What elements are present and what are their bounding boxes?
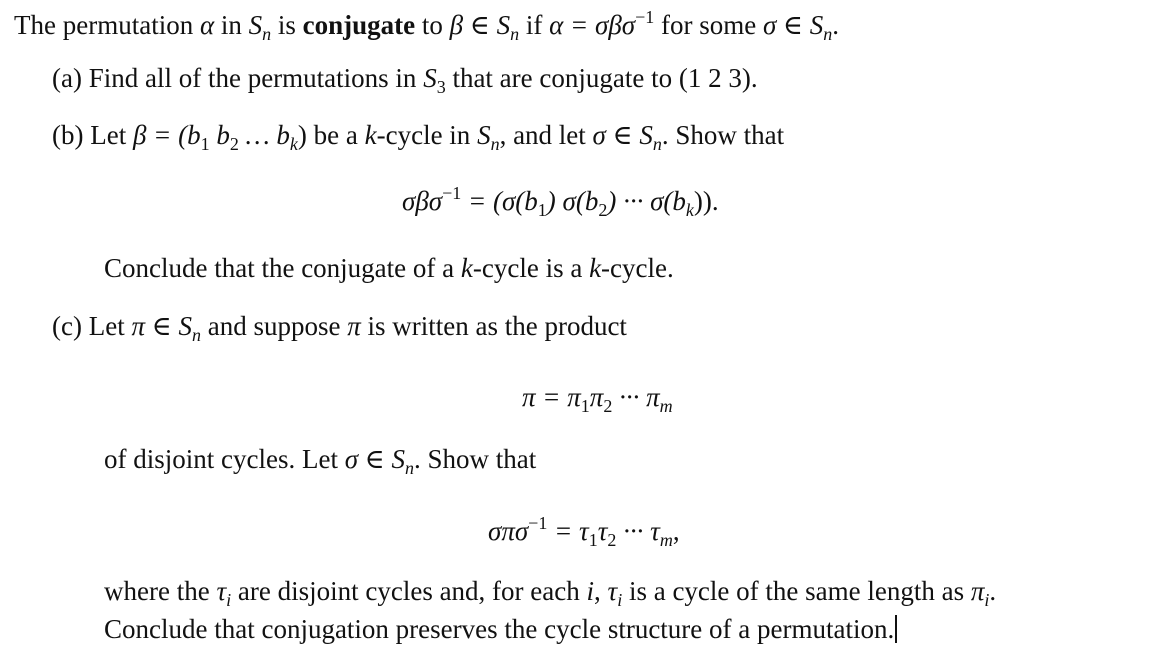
part-b-equation: [402, 184, 719, 218]
show-text: . Show that: [414, 444, 537, 474]
eq-b-end: )).: [693, 186, 719, 216]
sn-subscript-3: n: [823, 24, 833, 44]
eq-c2-dots: ··· τ: [616, 516, 660, 546]
sigma-in: σ ∈: [762, 10, 810, 40]
eq-c2-sub-2: 2: [607, 530, 617, 550]
eq-c1-lhs: π = π: [522, 382, 581, 412]
cycle-123: (1 2 3).: [678, 63, 758, 93]
intro-end: .: [832, 10, 840, 40]
sn-subscript-2: n: [510, 24, 520, 44]
sn-symbol-2: S: [496, 10, 511, 40]
pi-i-subscript: i: [984, 590, 990, 610]
sn-symbol-c2: S: [391, 444, 406, 474]
eq-c2-rhs: = τ: [547, 516, 589, 546]
part-b-text-5: . Show that: [661, 120, 785, 150]
sn-subscript: n: [262, 24, 272, 44]
part-c-text-2: and suppose: [200, 311, 348, 341]
part-a-label: (a): [52, 63, 82, 93]
conjugate-term: conjugate: [302, 10, 416, 40]
i-symbol: i: [586, 576, 595, 606]
sn-symbol: S: [248, 10, 263, 40]
eq-b-rhs-2: ) σ(b: [546, 186, 599, 216]
sn-symbol-b2: S: [639, 120, 653, 150]
eq-c2-end: ,: [672, 516, 680, 546]
b2-subscript: 2: [229, 134, 239, 154]
conclude-b-2: -cycle is a: [472, 253, 590, 283]
part-b-conclusion: [104, 251, 674, 285]
eq-c2-sup: −1: [528, 513, 548, 533]
intro-text-4: to: [415, 10, 450, 40]
part-c-disjoint: [104, 442, 536, 476]
eq-c1-sub-2: 2: [603, 396, 613, 416]
where-text-5: .: [989, 576, 997, 606]
part-c: [52, 309, 627, 343]
conjugation-relation: α = σβσ: [549, 10, 636, 40]
intro-line: [14, 8, 839, 42]
conclude-b-3: -cycle.: [601, 253, 674, 283]
part-b-text-2: be a: [306, 120, 365, 150]
eq-c2-lhs: σπσ: [488, 516, 529, 546]
tau-i-symbol: τ: [216, 576, 227, 606]
sn-symbol-b: S: [477, 120, 491, 150]
eq-c1-dots: ··· π: [612, 382, 660, 412]
part-c-where: [104, 574, 996, 608]
sn-subscript-b2: n: [652, 134, 662, 154]
bk-subscript: k: [289, 134, 298, 154]
sn-symbol-c: S: [178, 311, 192, 341]
part-b-text-4: , and let: [499, 120, 593, 150]
beta-in: β ∈: [449, 10, 497, 40]
intro-text-5: if: [519, 10, 550, 40]
where-text-1: where the: [104, 576, 217, 606]
conclude-b-1: Conclude that the conjugate of a: [104, 253, 461, 283]
part-b-text-3: -cycle in: [376, 120, 478, 150]
intro-text-1: The permutation: [14, 10, 200, 40]
part-c-text-1: Let: [88, 311, 132, 341]
final-conclusion: Conclude that conjugation preserves the cycle structure of a permutation.: [104, 614, 895, 644]
tau-i-subscript-2: i: [617, 590, 623, 610]
part-c-equation-2: [488, 514, 680, 548]
tau-i-symbol-2: τ: [607, 576, 618, 606]
bk-symbol: … b: [238, 120, 290, 150]
part-c-equation-1: [522, 380, 673, 414]
beta-cycle: β = (b: [132, 120, 201, 150]
part-b: [52, 118, 784, 152]
eq-b-sup: −1: [442, 183, 462, 203]
sn-subscript-c2: n: [405, 458, 415, 478]
s3-symbol: S: [423, 63, 437, 93]
eq-b-sub-2: 2: [598, 200, 608, 220]
pi-symbol: π: [347, 311, 361, 341]
conclude-b-k2: k: [589, 253, 602, 283]
beta-close: ): [297, 120, 307, 150]
tau-i-subscript: i: [226, 590, 232, 610]
conclude-b-k: k: [460, 253, 473, 283]
disjoint-text: of disjoint cycles. Let: [104, 444, 345, 474]
alpha-symbol: α: [199, 10, 215, 40]
where-text-3: ,: [594, 576, 608, 606]
eq-c1-sub-m: m: [659, 396, 673, 416]
eq-c1-pi2: π: [589, 382, 604, 412]
sigma-in-b: σ ∈: [592, 120, 640, 150]
b1-subscript: 1: [200, 134, 210, 154]
part-a-text: Find all of the permutations in: [88, 63, 424, 93]
b2-symbol: b: [209, 120, 230, 150]
eq-c2-sub-m: m: [659, 530, 673, 550]
sn-subscript-b: n: [490, 134, 500, 154]
text-cursor[interactable]: [895, 615, 897, 643]
part-c-text-3: is written as the product: [360, 311, 627, 341]
eq-b-lhs: σβσ: [402, 186, 443, 216]
sn-symbol-3: S: [809, 10, 824, 40]
where-text-2: are disjoint cycles and, for each: [231, 576, 587, 606]
inverse-exponent: −1: [635, 7, 655, 27]
eq-c1-sub-1: 1: [580, 396, 590, 416]
k-symbol: k: [364, 120, 377, 150]
sigma-in-c: σ ∈: [344, 444, 392, 474]
part-a-text-2: that are conjugate to: [445, 63, 679, 93]
eq-b-sub-1: 1: [537, 200, 547, 220]
part-a: [52, 61, 758, 95]
part-b-text-1: Let: [90, 120, 133, 150]
part-c-final: [104, 612, 897, 646]
eq-c2-tau2: τ: [597, 516, 608, 546]
part-c-label: (c): [52, 311, 82, 341]
pi-i-symbol: π: [970, 576, 985, 606]
part-b-label: (b): [52, 120, 84, 150]
intro-text-6: for some: [654, 10, 763, 40]
intro-text-2: in: [214, 10, 249, 40]
where-text-4: is a cycle of the same length as: [622, 576, 971, 606]
eq-b-rhs-3: ) ··· σ(b: [607, 186, 686, 216]
pi-in: π ∈: [131, 311, 179, 341]
eq-b-rhs-1: = (σ(b: [461, 186, 538, 216]
sn-subscript-c: n: [191, 325, 201, 345]
eq-c2-sub-1: 1: [588, 530, 598, 550]
s3-subscript: 3: [436, 77, 446, 97]
intro-text-3: is: [271, 10, 303, 40]
eq-b-sub-k: k: [685, 200, 694, 220]
